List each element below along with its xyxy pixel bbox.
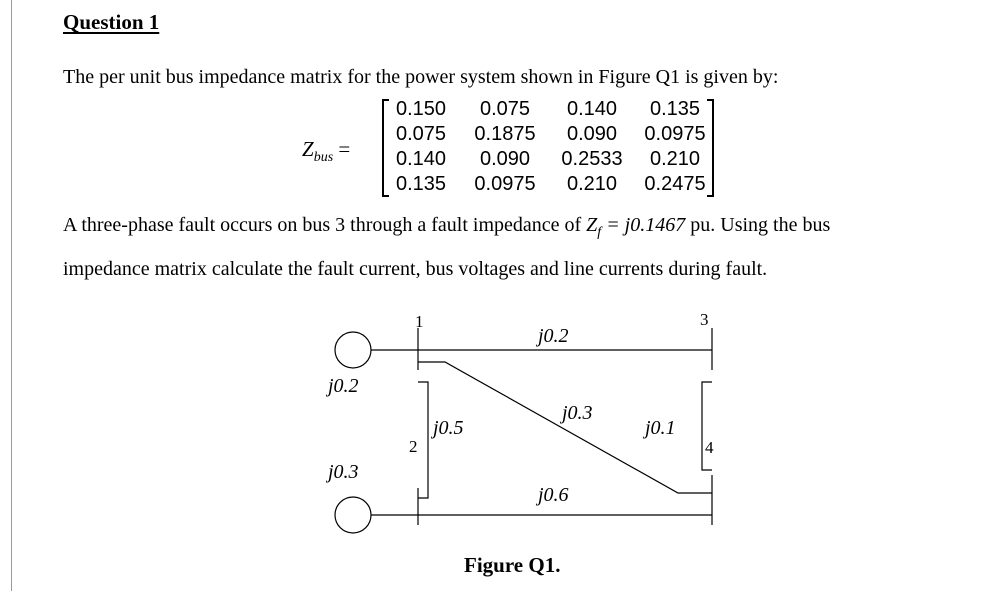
matrix-cell-r1-c4: 0.135 [649,98,701,120]
matrix-cell-r3-c2: 0.090 [479,148,531,170]
matrix-cell-r2-c4: 0.0975 [644,123,706,145]
matrix-cell-r3-c1: 0.140 [395,148,447,170]
generator-1-circle [335,332,371,368]
matrix-cell-r2-c1: 0.075 [395,123,447,145]
matrix-cell-r3-c3: 0.2533 [561,148,623,170]
matrix-cell-r3-c4: 0.210 [649,148,701,170]
matrix-cell-r2-c3: 0.090 [566,123,618,145]
fault-text-b: pu. Using the bus [685,214,831,236]
bus-2-number: 2 [409,437,418,456]
line-1-3-label: j0.2 [538,325,569,347]
fault-paragraph-continued: impedance matrix calculate the fault current, bus voltages and line currents during fault. [63,258,768,280]
zbus-equals: = [338,137,351,161]
matrix-cell-r4-c4: 0.2475 [644,173,706,195]
impedance-matrix [380,98,716,198]
zbus-subscript: bus [313,150,334,165]
fault-subscript: f [597,225,602,240]
matrix-cell-r1-c1: 0.150 [395,98,447,120]
line-2-4-label: j0.6 [538,484,569,506]
matrix-cell-r4-c3: 0.210 [566,173,618,195]
generator-2-circle [335,497,371,533]
intro-paragraph: The per unit bus impedance matrix for the power system shown in Figure Q1 is given by: [63,66,779,88]
matrix-cell-r2-c2: 0.1875 [474,123,536,145]
line-3-4-label: j0.1 [645,417,676,439]
line-1-2 [418,382,428,498]
line-1-2-label: j0.5 [433,417,464,439]
zbus-symbol: Z [302,137,314,161]
power-system-diagram [300,300,740,540]
fault-paragraph [63,214,830,241]
matrix-cell-r1-c2: 0.075 [479,98,531,120]
zbus-label [302,137,350,166]
left-margin-rule [11,0,12,591]
bus-3-number: 3 [700,310,709,329]
matrix-cell-r1-c3: 0.140 [566,98,618,120]
question-heading: Question 1 [63,10,160,34]
matrix-cell-r4-c1: 0.135 [395,173,447,195]
bus-1-number: 1 [415,312,424,331]
bus-4-number: 4 [705,438,714,457]
fault-symbol: Z [586,214,598,236]
figure-caption: Figure Q1. [464,553,561,577]
gen-1-impedance-label: j0.2 [328,375,359,397]
fault-text-a: A three-phase fault occurs on bus 3 through a fault impedance of [63,214,587,236]
gen-2-impedance-label: j0.3 [328,461,359,483]
line-1-4-label: j0.3 [562,402,593,424]
fault-value: = j0.1467 [601,214,686,236]
matrix-cell-r4-c2: 0.0975 [474,173,536,195]
